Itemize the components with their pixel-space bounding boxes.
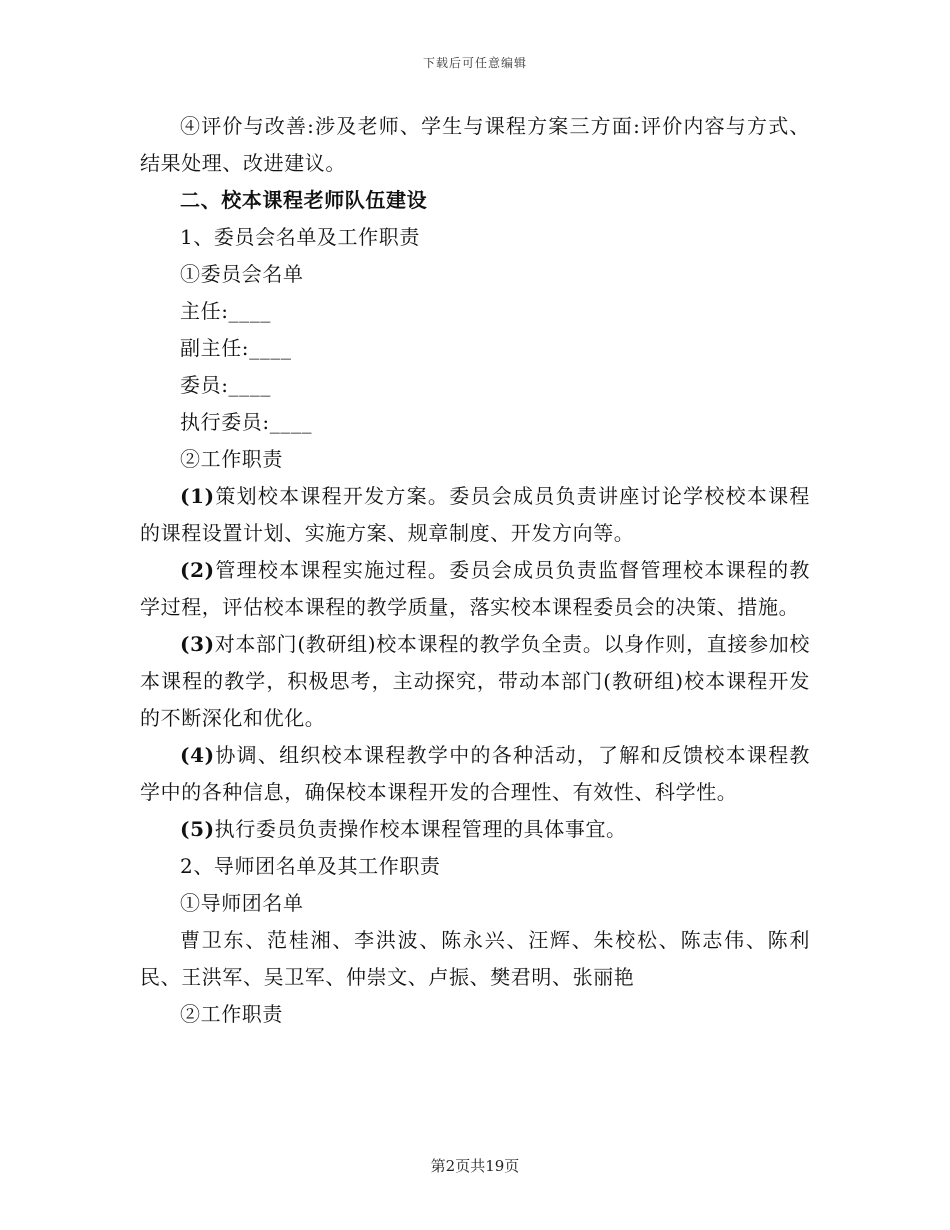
subsection-mentors: 2、导师团名单及其工作职责 (180, 854, 441, 878)
duty-number: (2) (180, 558, 215, 582)
duty-text: 执行委员负责操作校本课程管理的具体事宜。 (214, 817, 627, 841)
section-heading: 二、校本课程老师队伍建设 (180, 188, 428, 212)
duty-text: 管理校本课程实施过程。委员会成员负责监督管理校本课程的教学过程，评估校本课程的教学质量，落实校本课程委员会的决策、措施。 (140, 558, 810, 619)
duties-heading: ②工作职责 (180, 447, 283, 471)
list-heading-mentors: ①导师团名单 (180, 891, 304, 915)
subsection-committee: 1、委员会名单及工作职责 (180, 225, 420, 249)
duty-number: (3) (180, 632, 215, 656)
duty-text: 对本部门(教研组)校本课程的教学负全责。以身作则，直接参加校本课程的教学，积极思考，主动探究，带动本部门(教研组)校本课程开发的不断深化和优化。 (140, 632, 810, 730)
duty-text: 策划校本课程开发方案。委员会成员负责讲座讨论学校校本课程的课程设置计划、实施方案、规章制度、开发方向等。 (140, 484, 810, 545)
header-note: 下载后可任意编辑 (422, 56, 527, 70)
duty-text: 协调、组织校本课程教学中的各种活动，了解和反馈校本课程教学中的各种信息，确保校本课程开发的合理性、有效性、科学性。 (140, 743, 810, 804)
duty-number: (1) (180, 484, 215, 508)
director-line: 主任:____ (180, 299, 271, 323)
duty-item-4 (140, 737, 810, 811)
exec-member-line: 执行委员:____ (180, 410, 313, 434)
page-footer: 第2页共19页 (430, 1157, 520, 1175)
duty-item-5 (140, 811, 810, 848)
mentor-duties-heading: ②工作职责 (180, 1002, 283, 1026)
mentor-names: 曹卫东、范桂湘、李洪波、陈永兴、汪辉、朱校松、陈志伟、陈利民、王洪军、吴卫军、仲崇文、卢振、樊君明、张丽艳 (140, 928, 810, 989)
duty-number: (4) (180, 743, 215, 767)
paragraph-evaluation: ④评价与改善:涉及老师、学生与课程方案三方面:评价内容与方式、结果处理、改进建议。 (140, 114, 810, 175)
duty-item-3 (140, 626, 810, 737)
document-body (140, 108, 810, 1033)
duty-item-1 (140, 478, 810, 552)
member-line: 委员:____ (180, 373, 271, 397)
vice-director-line: 副主任:____ (180, 336, 292, 360)
duty-number: (5) (180, 817, 215, 841)
list-heading-committee: ①委员会名单 (180, 262, 304, 286)
duty-item-2 (140, 552, 810, 626)
